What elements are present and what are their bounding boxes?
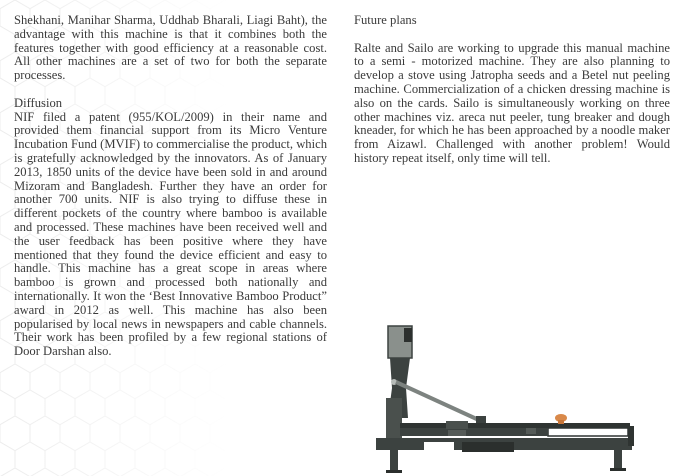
right-column [354,14,670,166]
machine-leg-right [614,448,622,470]
future-plans-paragraph: Ralte and Sailo are working to upgrade this manual machine to a semi - motorized machine. They are also planning to develop a stove using Jatropha seeds and a Betel nut peeling machine. Commercialization of a chicken dressing machine is also on the cards. Sailo is simultaneously working on three other machines viz. areca nut peeler, tung breaker and dough kneader, for which he has been approached by a noodle maker from Aizawl. Challenged with another problem! Would history repeat itself, only time will tell. [354,40,670,165]
intro-paragraph: Shekhani, Manihar Sharma, Uddhab Bharali, Liagi Baht), the advantage with this machine is that it combines both the features together with good efficiency at a reasonable cost. All other machines are a set of two for both the separate processes. [14,13,327,83]
machine-leg-left [390,448,398,472]
diffusion-heading: Diffusion [14,95,63,110]
left-column [14,14,327,359]
diffusion-paragraph: NIF filed a patent (955/KOL/2009) in their name and provided them financial support from its Micro Venture Incubation Fund (MVIF) to commercialise the product, which is gratefully acknowledged by the innovators. As of January 2013, 1850 units of the device have been sold in and around Mizoram and Bangladesh. Further they have an order for another 700 units. NIF is also trying to diffuse these in different pockets of the country where bamboo is available and processed. These machines have been received well and the user feedback has been positive where they have mentioned that they found the device efficient and easy to handle. This machine has a great scope in areas where bamboo is grown and processed both nationally and internationally. It won the ‘Best Innovative Bamboo Product” award in 2012 as well. This machine has also been popularised by local news in newspapers and cable channels. Their work has been profiled by a few regional stations of Door Darshan also. [14,109,327,359]
future-plans-heading: Future plans [354,13,417,27]
machine-lever-arm [396,382,481,421]
machine-photo [348,318,648,476]
